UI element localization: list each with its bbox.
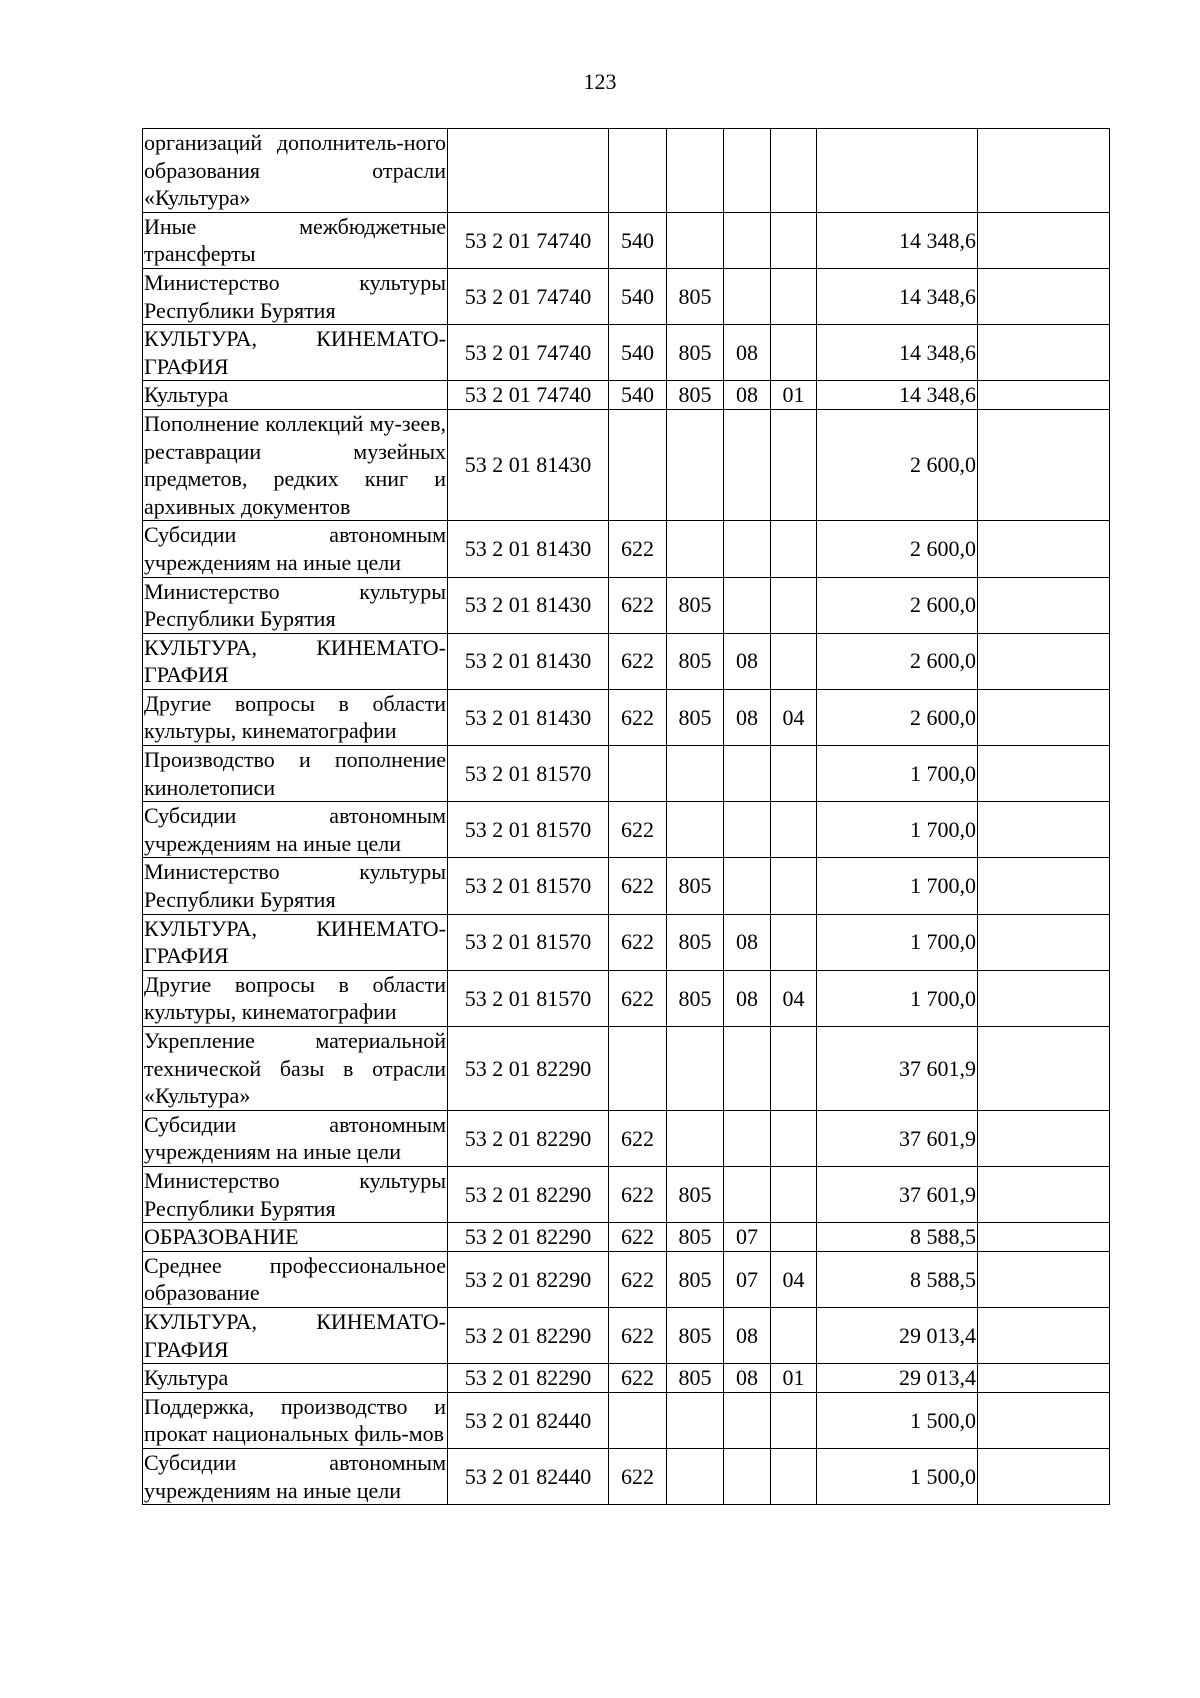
cell-ministry-code bbox=[667, 1392, 724, 1448]
cell-target-code: 53 2 01 82290 bbox=[448, 1364, 609, 1393]
cell-empty bbox=[978, 129, 1110, 213]
cell-subsection: 04 bbox=[771, 1251, 817, 1307]
cell-expense-type bbox=[609, 1392, 667, 1448]
table-row bbox=[143, 1027, 1110, 1111]
cell-name: Субсидии автономным учреждениям на иные цели bbox=[143, 1448, 448, 1504]
cell-target-code: 53 2 01 82290 bbox=[448, 1027, 609, 1111]
cell-target-code: 53 2 01 81430 bbox=[448, 521, 609, 577]
table-row bbox=[143, 1448, 1110, 1504]
cell-target-code: 53 2 01 82290 bbox=[448, 1110, 609, 1166]
cell-subsection bbox=[771, 1223, 817, 1252]
table-row bbox=[143, 914, 1110, 970]
cell-target-code: 53 2 01 81570 bbox=[448, 746, 609, 802]
cell-target-code: 53 2 01 82290 bbox=[448, 1166, 609, 1222]
cell-target-code: 53 2 01 82290 bbox=[448, 1251, 609, 1307]
cell-expense-type: 622 bbox=[609, 1223, 667, 1252]
cell-empty bbox=[978, 802, 1110, 858]
cell-amount: 2 600,0 bbox=[817, 409, 978, 520]
table-row bbox=[143, 381, 1110, 410]
cell-name: КУЛЬТУРА, КИНЕМАТО-ГРАФИЯ bbox=[143, 914, 448, 970]
table-row bbox=[143, 521, 1110, 577]
cell-amount: 37 601,9 bbox=[817, 1110, 978, 1166]
table-row bbox=[143, 1166, 1110, 1222]
cell-empty bbox=[978, 268, 1110, 324]
cell-amount: 1 700,0 bbox=[817, 746, 978, 802]
cell-section: 08 bbox=[724, 1307, 771, 1363]
cell-target-code: 53 2 01 81430 bbox=[448, 689, 609, 745]
cell-section: 08 bbox=[724, 970, 771, 1026]
cell-section: 07 bbox=[724, 1251, 771, 1307]
cell-ministry-code: 805 bbox=[667, 1251, 724, 1307]
cell-ministry-code bbox=[667, 129, 724, 213]
cell-amount: 2 600,0 bbox=[817, 521, 978, 577]
cell-expense-type: 622 bbox=[609, 1364, 667, 1393]
cell-name: КУЛЬТУРА, КИНЕМАТО-ГРАФИЯ bbox=[143, 633, 448, 689]
cell-expense-type: 622 bbox=[609, 633, 667, 689]
cell-name: Среднее профессиональное образование bbox=[143, 1251, 448, 1307]
cell-name: Субсидии автономным учреждениям на иные цели bbox=[143, 1110, 448, 1166]
cell-empty bbox=[978, 746, 1110, 802]
cell-name: Министерство культуры Республики Бурятия bbox=[143, 1166, 448, 1222]
cell-target-code: 53 2 01 74740 bbox=[448, 381, 609, 410]
cell-target-code: 53 2 01 74740 bbox=[448, 212, 609, 268]
cell-ministry-code bbox=[667, 802, 724, 858]
cell-name: Культура bbox=[143, 1364, 448, 1393]
cell-section: 08 bbox=[724, 633, 771, 689]
cell-target-code: 53 2 01 82440 bbox=[448, 1392, 609, 1448]
cell-amount: 14 348,6 bbox=[817, 268, 978, 324]
cell-name: Укрепление материальной технической базы в отрасли «Культура» bbox=[143, 1027, 448, 1111]
cell-empty bbox=[978, 381, 1110, 410]
cell-expense-type bbox=[609, 1027, 667, 1111]
cell-subsection bbox=[771, 914, 817, 970]
cell-section bbox=[724, 212, 771, 268]
cell-section bbox=[724, 1166, 771, 1222]
cell-empty bbox=[978, 325, 1110, 381]
cell-section bbox=[724, 802, 771, 858]
cell-amount: 37 601,9 bbox=[817, 1027, 978, 1111]
cell-amount: 37 601,9 bbox=[817, 1166, 978, 1222]
cell-amount: 2 600,0 bbox=[817, 689, 978, 745]
cell-empty bbox=[978, 1392, 1110, 1448]
cell-expense-type: 622 bbox=[609, 577, 667, 633]
cell-name: Культура bbox=[143, 381, 448, 410]
cell-amount: 8 588,5 bbox=[817, 1251, 978, 1307]
cell-amount: 1 700,0 bbox=[817, 970, 978, 1026]
cell-subsection: 04 bbox=[771, 970, 817, 1026]
cell-ministry-code: 805 bbox=[667, 577, 724, 633]
cell-target-code: 53 2 01 81570 bbox=[448, 970, 609, 1026]
cell-amount: 14 348,6 bbox=[817, 381, 978, 410]
cell-name: Субсидии автономным учреждениям на иные цели bbox=[143, 802, 448, 858]
cell-expense-type: 622 bbox=[609, 1251, 667, 1307]
cell-amount: 8 588,5 bbox=[817, 1223, 978, 1252]
cell-section bbox=[724, 577, 771, 633]
cell-name: Пополнение коллекций му-зеев, реставрации музейных предметов, редких книг и архивных документов bbox=[143, 409, 448, 520]
cell-section: 08 bbox=[724, 1364, 771, 1393]
cell-amount: 14 348,6 bbox=[817, 325, 978, 381]
cell-ministry-code: 805 bbox=[667, 381, 724, 410]
table-row bbox=[143, 1307, 1110, 1363]
cell-amount bbox=[817, 129, 978, 213]
cell-empty bbox=[978, 1251, 1110, 1307]
cell-subsection bbox=[771, 1448, 817, 1504]
cell-subsection bbox=[771, 268, 817, 324]
cell-expense-type bbox=[609, 409, 667, 520]
cell-subsection bbox=[771, 858, 817, 914]
cell-section: 08 bbox=[724, 914, 771, 970]
table-row bbox=[143, 746, 1110, 802]
cell-section: 08 bbox=[724, 689, 771, 745]
cell-name: КУЛЬТУРА, КИНЕМАТО-ГРАФИЯ bbox=[143, 325, 448, 381]
cell-ministry-code: 805 bbox=[667, 268, 724, 324]
cell-amount: 1 700,0 bbox=[817, 858, 978, 914]
cell-subsection bbox=[771, 325, 817, 381]
cell-name: Министерство культуры Республики Бурятия bbox=[143, 858, 448, 914]
cell-expense-type: 540 bbox=[609, 268, 667, 324]
cell-target-code: 53 2 01 74740 bbox=[448, 268, 609, 324]
cell-section bbox=[724, 746, 771, 802]
table-row bbox=[143, 212, 1110, 268]
cell-amount: 1 700,0 bbox=[817, 802, 978, 858]
table-row bbox=[143, 689, 1110, 745]
cell-target-code: 53 2 01 74740 bbox=[448, 325, 609, 381]
cell-section bbox=[724, 521, 771, 577]
page-number: 123 bbox=[583, 69, 617, 94]
cell-subsection bbox=[771, 1392, 817, 1448]
cell-section: 08 bbox=[724, 325, 771, 381]
cell-name: Субсидии автономным учреждениям на иные цели bbox=[143, 521, 448, 577]
table-row bbox=[143, 325, 1110, 381]
cell-ministry-code: 805 bbox=[667, 689, 724, 745]
table-row bbox=[143, 858, 1110, 914]
cell-name: Иные межбюджетные трансферты bbox=[143, 212, 448, 268]
cell-section bbox=[724, 268, 771, 324]
cell-expense-type: 622 bbox=[609, 521, 667, 577]
cell-empty bbox=[978, 858, 1110, 914]
cell-amount: 1 500,0 bbox=[817, 1448, 978, 1504]
cell-name: Поддержка, производство и прокат национальных филь-мов bbox=[143, 1392, 448, 1448]
cell-empty bbox=[978, 970, 1110, 1026]
cell-amount: 14 348,6 bbox=[817, 212, 978, 268]
table-row bbox=[143, 1223, 1110, 1252]
cell-name: организаций дополнитель-ного образования отрасли «Культура» bbox=[143, 129, 448, 213]
cell-name: Другие вопросы в области культуры, кинематографии bbox=[143, 970, 448, 1026]
cell-ministry-code bbox=[667, 1448, 724, 1504]
table-row bbox=[143, 1251, 1110, 1307]
cell-expense-type: 622 bbox=[609, 1166, 667, 1222]
cell-subsection: 01 bbox=[771, 381, 817, 410]
cell-section: 07 bbox=[724, 1223, 771, 1252]
cell-section bbox=[724, 1027, 771, 1111]
cell-amount: 2 600,0 bbox=[817, 633, 978, 689]
cell-expense-type: 622 bbox=[609, 914, 667, 970]
cell-ministry-code: 805 bbox=[667, 1223, 724, 1252]
cell-subsection bbox=[771, 1307, 817, 1363]
cell-name: КУЛЬТУРА, КИНЕМАТО-ГРАФИЯ bbox=[143, 1307, 448, 1363]
table-body bbox=[143, 129, 1110, 1505]
table-row bbox=[143, 409, 1110, 520]
cell-expense-type: 622 bbox=[609, 858, 667, 914]
table-row bbox=[143, 970, 1110, 1026]
cell-empty bbox=[978, 1027, 1110, 1111]
cell-target-code: 53 2 01 81570 bbox=[448, 914, 609, 970]
cell-subsection bbox=[771, 521, 817, 577]
cell-target-code: 53 2 01 82290 bbox=[448, 1223, 609, 1252]
table-row bbox=[143, 1392, 1110, 1448]
table-row bbox=[143, 633, 1110, 689]
cell-subsection bbox=[771, 746, 817, 802]
cell-subsection bbox=[771, 1166, 817, 1222]
cell-name: Министерство культуры Республики Бурятия bbox=[143, 577, 448, 633]
cell-empty bbox=[978, 689, 1110, 745]
cell-target-code: 53 2 01 81430 bbox=[448, 633, 609, 689]
cell-target-code: 53 2 01 82440 bbox=[448, 1448, 609, 1504]
cell-target-code: 53 2 01 81430 bbox=[448, 577, 609, 633]
table-row bbox=[143, 268, 1110, 324]
cell-expense-type: 540 bbox=[609, 381, 667, 410]
cell-ministry-code bbox=[667, 409, 724, 520]
cell-empty bbox=[978, 1166, 1110, 1222]
cell-target-code: 53 2 01 81570 bbox=[448, 802, 609, 858]
cell-expense-type: 622 bbox=[609, 802, 667, 858]
cell-empty bbox=[978, 1110, 1110, 1166]
budget-table bbox=[142, 128, 1110, 1505]
cell-empty bbox=[978, 1364, 1110, 1393]
cell-expense-type: 540 bbox=[609, 212, 667, 268]
cell-target-code: 53 2 01 82290 bbox=[448, 1307, 609, 1363]
cell-ministry-code: 805 bbox=[667, 1307, 724, 1363]
cell-name: ОБРАЗОВАНИЕ bbox=[143, 1223, 448, 1252]
cell-subsection bbox=[771, 802, 817, 858]
cell-section bbox=[724, 858, 771, 914]
cell-empty bbox=[978, 1307, 1110, 1363]
cell-section bbox=[724, 1448, 771, 1504]
cell-expense-type: 622 bbox=[609, 1448, 667, 1504]
cell-ministry-code bbox=[667, 521, 724, 577]
cell-amount: 29 013,4 bbox=[817, 1364, 978, 1393]
cell-empty bbox=[978, 633, 1110, 689]
cell-target-code bbox=[448, 129, 609, 213]
cell-expense-type: 540 bbox=[609, 325, 667, 381]
cell-subsection bbox=[771, 129, 817, 213]
cell-amount: 2 600,0 bbox=[817, 577, 978, 633]
cell-section bbox=[724, 129, 771, 213]
cell-name: Министерство культуры Республики Бурятия bbox=[143, 268, 448, 324]
cell-empty bbox=[978, 521, 1110, 577]
cell-ministry-code bbox=[667, 1027, 724, 1111]
cell-ministry-code: 805 bbox=[667, 325, 724, 381]
cell-expense-type: 622 bbox=[609, 1110, 667, 1166]
cell-empty bbox=[978, 409, 1110, 520]
table-row bbox=[143, 577, 1110, 633]
cell-empty bbox=[978, 1448, 1110, 1504]
cell-ministry-code bbox=[667, 1110, 724, 1166]
table-row bbox=[143, 802, 1110, 858]
cell-subsection bbox=[771, 212, 817, 268]
table-row bbox=[143, 1364, 1110, 1393]
cell-amount: 1 500,0 bbox=[817, 1392, 978, 1448]
cell-ministry-code: 805 bbox=[667, 914, 724, 970]
cell-section bbox=[724, 1392, 771, 1448]
cell-amount: 1 700,0 bbox=[817, 914, 978, 970]
cell-ministry-code bbox=[667, 746, 724, 802]
cell-amount: 29 013,4 bbox=[817, 1307, 978, 1363]
cell-subsection bbox=[771, 633, 817, 689]
table-row bbox=[143, 1110, 1110, 1166]
cell-target-code: 53 2 01 81430 bbox=[448, 409, 609, 520]
cell-ministry-code: 805 bbox=[667, 858, 724, 914]
cell-empty bbox=[978, 577, 1110, 633]
cell-ministry-code: 805 bbox=[667, 970, 724, 1026]
cell-subsection bbox=[771, 577, 817, 633]
cell-ministry-code: 805 bbox=[667, 1166, 724, 1222]
cell-ministry-code: 805 bbox=[667, 1364, 724, 1393]
cell-section: 08 bbox=[724, 381, 771, 410]
cell-expense-type: 622 bbox=[609, 689, 667, 745]
table-row bbox=[143, 129, 1110, 213]
cell-empty bbox=[978, 212, 1110, 268]
cell-target-code: 53 2 01 81570 bbox=[448, 858, 609, 914]
cell-section bbox=[724, 1110, 771, 1166]
cell-expense-type bbox=[609, 746, 667, 802]
cell-ministry-code: 805 bbox=[667, 633, 724, 689]
cell-subsection: 04 bbox=[771, 689, 817, 745]
cell-ministry-code bbox=[667, 212, 724, 268]
cell-expense-type: 622 bbox=[609, 1307, 667, 1363]
cell-subsection: 01 bbox=[771, 1364, 817, 1393]
cell-section bbox=[724, 409, 771, 520]
cell-name: Производство и пополнение кинолетописи bbox=[143, 746, 448, 802]
cell-expense-type bbox=[609, 129, 667, 213]
cell-expense-type: 622 bbox=[609, 970, 667, 1026]
cell-empty bbox=[978, 1223, 1110, 1252]
cell-subsection bbox=[771, 409, 817, 520]
cell-subsection bbox=[771, 1110, 817, 1166]
cell-subsection bbox=[771, 1027, 817, 1111]
cell-empty bbox=[978, 914, 1110, 970]
cell-name: Другие вопросы в области культуры, кинематографии bbox=[143, 689, 448, 745]
